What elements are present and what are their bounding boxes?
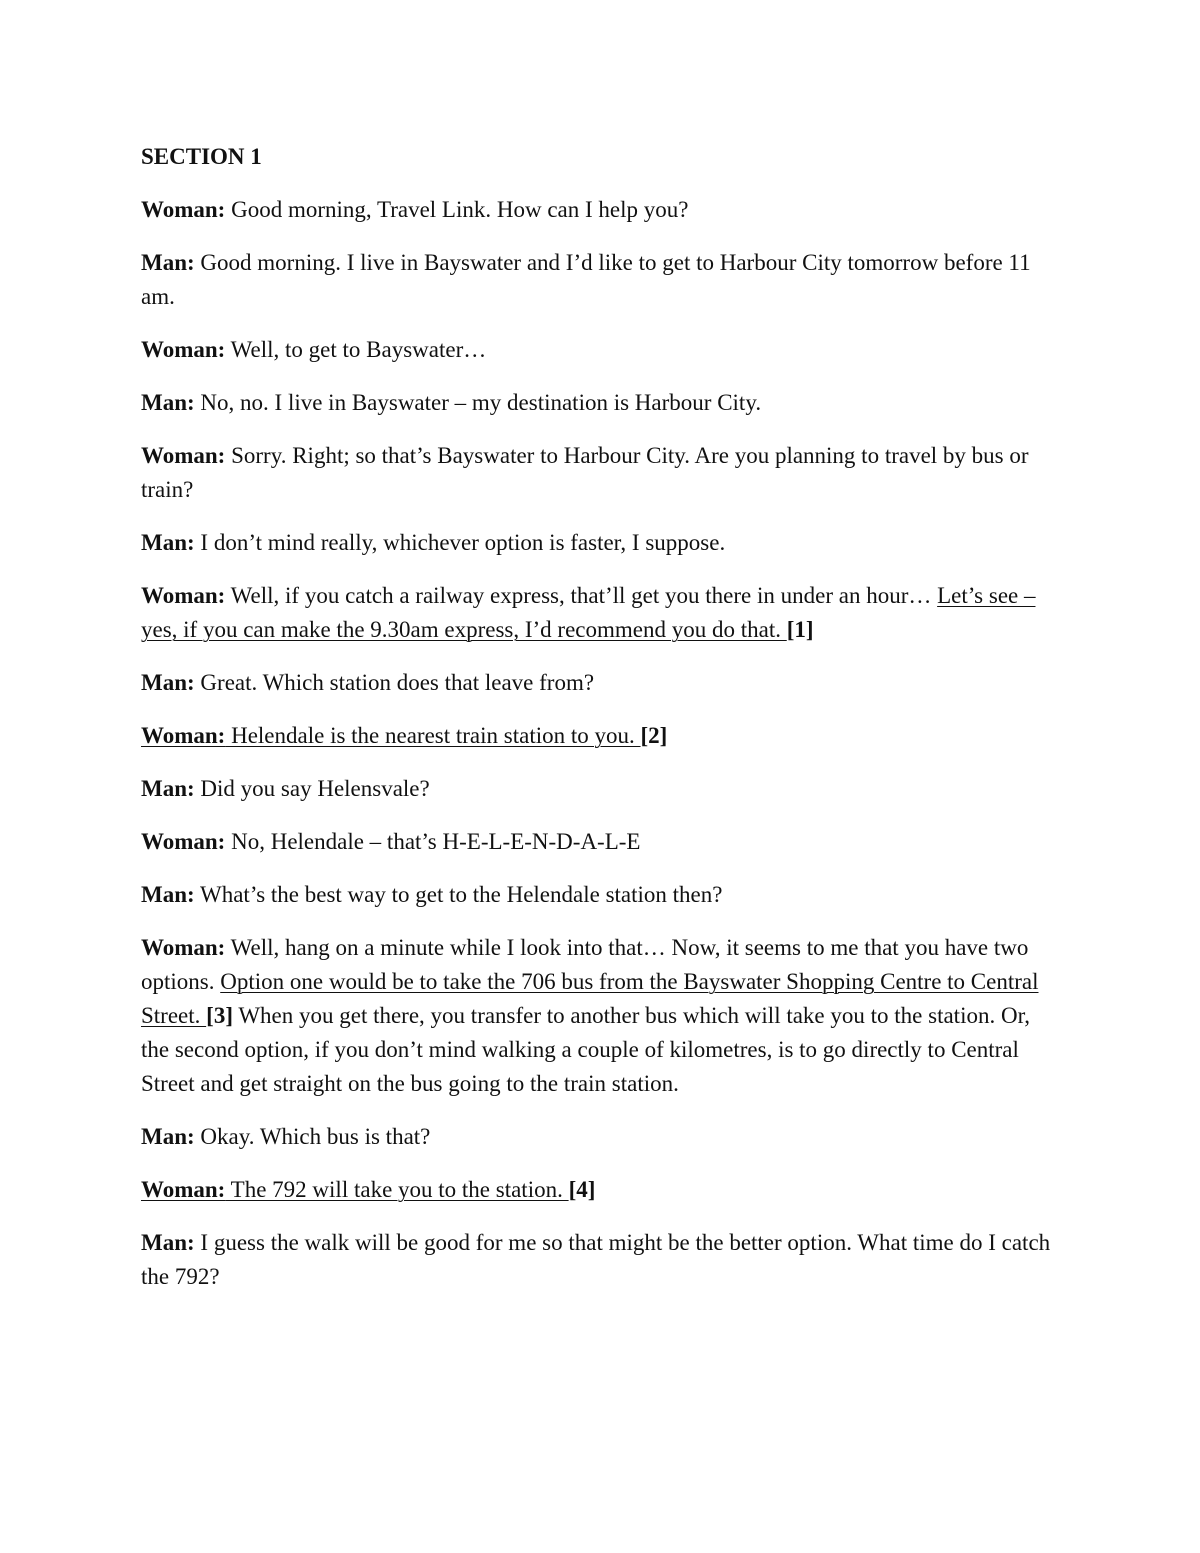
speaker-label: Man:	[141, 670, 195, 695]
answer-marker: [2]	[640, 723, 668, 748]
section-heading: SECTION 1	[141, 144, 262, 169]
dialogue-text: Good morning. I live in Bayswater and I’d like to get to Harbour City tomorrow before 11 am.	[141, 250, 1031, 309]
dialogue-paragraph	[141, 1226, 1061, 1294]
dialogue-paragraph	[141, 1120, 1061, 1154]
speaker-label: Man:	[141, 1124, 195, 1149]
dialogue-paragraph	[141, 579, 1061, 647]
speaker-label: Man:	[141, 1230, 195, 1255]
speaker-label: Woman:	[141, 337, 226, 362]
document-page	[141, 140, 1061, 1313]
dialogue-text: Well, if you catch a railway express, that’ll get you there in under an hour…	[225, 583, 938, 608]
dialogue-text: No, Helendale – that’s H-E-L-E-N-D-A-L-E	[225, 829, 641, 854]
speaker-label: Woman:	[141, 443, 226, 468]
speaker-label: Woman:	[141, 723, 226, 748]
dialogue-paragraph	[141, 719, 1061, 753]
underlined-answer-text: Let’s see – yes, if you can make the 9.30am express, I’d recommend you do that.	[141, 583, 1036, 642]
speaker-label: Man:	[141, 776, 195, 801]
underlined-answer-text: The 792 will take you to the station.	[225, 1177, 569, 1202]
speaker-label: Man:	[141, 250, 195, 275]
dialogue-paragraph	[141, 526, 1061, 560]
speaker-label: Woman:	[141, 197, 226, 222]
dialogue-paragraph	[141, 1173, 1061, 1207]
speaker-label: Woman:	[141, 583, 226, 608]
underlined-answer-text: Option one would be to take the 706 bus from the Bayswater Shopping Centre to Central Street.	[141, 969, 1039, 1028]
dialogue-text: Okay. Which bus is that?	[194, 1124, 431, 1149]
dialogue-paragraph	[141, 772, 1061, 806]
transcript	[141, 193, 1061, 1294]
dialogue-text: What’s the best way to get to the Helendale station then?	[194, 882, 723, 907]
dialogue-text: Did you say Helensvale?	[194, 776, 430, 801]
speaker-label: Man:	[141, 882, 195, 907]
dialogue-paragraph	[141, 878, 1061, 912]
speaker-label: Woman:	[141, 935, 226, 960]
answer-marker: [3]	[206, 1003, 233, 1028]
underlined-answer-text: Helendale is the nearest train station to you.	[225, 723, 641, 748]
speaker-label: Woman:	[141, 829, 226, 854]
dialogue-paragraph	[141, 666, 1061, 700]
dialogue-text: Well, hang on a minute while I look into that… Now, it seems to me that you have two options.	[141, 935, 1029, 994]
dialogue-paragraph	[141, 193, 1061, 227]
dialogue-text: Sorry. Right; so that’s Bayswater to Harbour City. Are you planning to travel by bus or train?	[141, 443, 1029, 502]
dialogue-text: I guess the walk will be good for me so that might be the better option. What time do I catch the 792?	[141, 1230, 1051, 1289]
dialogue-paragraph	[141, 333, 1061, 367]
dialogue-paragraph	[141, 931, 1061, 1101]
speaker-label: Man:	[141, 530, 195, 555]
answer-marker: [1]	[786, 617, 814, 642]
dialogue-paragraph	[141, 439, 1061, 507]
speaker-label: Woman:	[141, 1177, 226, 1202]
dialogue-paragraph	[141, 246, 1061, 314]
speaker-label: Man:	[141, 390, 195, 415]
dialogue-text: Good morning, Travel Link. How can I help you?	[225, 197, 689, 222]
dialogue-text: When you get there, you transfer to another bus which will take you to the station. Or, the second option, if you don’t mind walking a couple of kilometres, is to go directly to Central Street and get straight on the bus going to the train station.	[141, 1003, 1031, 1096]
dialogue-text: I don’t mind really, whichever option is faster, I suppose.	[194, 530, 726, 555]
dialogue-paragraph	[141, 386, 1061, 420]
answer-marker: [4]	[568, 1177, 596, 1202]
dialogue-text: Well, to get to Bayswater…	[225, 337, 487, 362]
dialogue-text: No, no. I live in Bayswater – my destination is Harbour City.	[194, 390, 762, 415]
dialogue-paragraph	[141, 825, 1061, 859]
dialogue-text: Great. Which station does that leave from?	[194, 670, 595, 695]
